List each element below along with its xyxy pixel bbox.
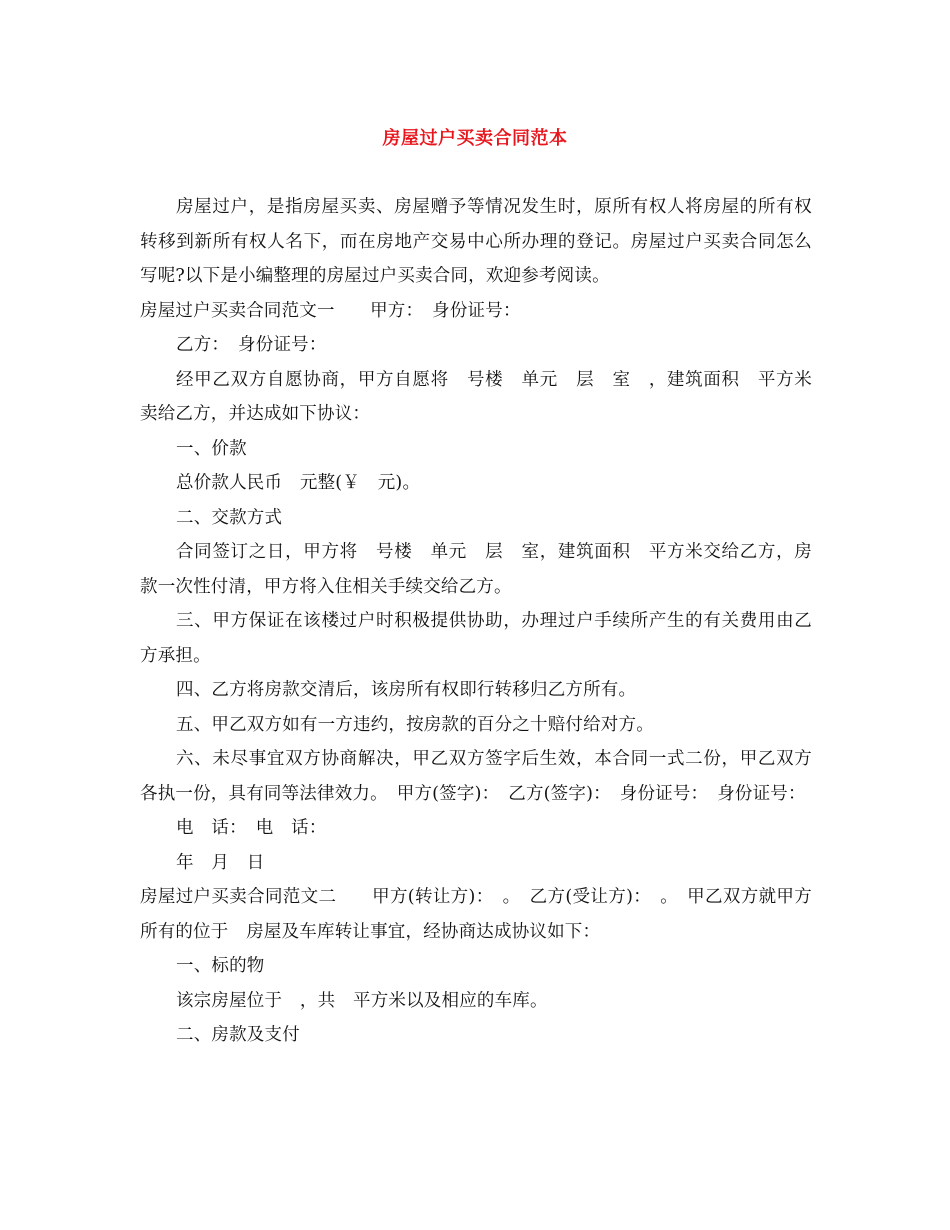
sample-one-heading: 房屋过户买卖合同范文一 甲方： 身份证号： <box>140 300 521 321</box>
clause-four: 四、乙方将房款交清后，该房所有权即行转移归乙方所有。 <box>176 680 637 700</box>
agreement-paragraph: 经甲乙双方自愿协商，甲方自愿将 号楼 单元 层 室 ，建筑面积 平方米卖给乙方，并达成如下协议： <box>140 369 812 424</box>
payment-paragraph: 合同签订之日，甲方将 号楼 单元 层 室，建筑面积 平方米交给乙方，房款一次性付清，甲方将入住相关手续交给乙方。 <box>140 542 812 597</box>
section-payment-two-heading: 二、房款及支付 <box>176 1025 300 1045</box>
intro-paragraph: 房屋过户，是指房屋买卖、房屋赠予等情况发生时，原所有权人将房屋的所有权转移到新所有权人名下，而在房地产交易中心所办理的登记。房屋过户买卖合同怎么写呢?以下是小编整理的房屋过户买卖合同，欢迎参考阅读。 <box>140 197 812 286</box>
subject-paragraph: 该宗房屋位于 ，共 平方米以及相应的车库。 <box>176 990 548 1011</box>
clause-three: 三、甲方保证在该楼过户时积极提供协助，办理过户手续所产生的有关费用由乙方承担。 <box>140 611 812 666</box>
clause-five: 五、甲乙双方如有一方违约，按房款的百分之十赔付给对方。 <box>176 714 654 735</box>
total-price-line: 总价款人民币 元整(￥ 元)。 <box>176 473 421 493</box>
document-body <box>140 190 812 1053</box>
section-payment-heading: 二、交款方式 <box>176 507 283 528</box>
phone-line: 电 话： 电 话： <box>176 818 327 838</box>
section-price-heading: 一、价款 <box>176 438 247 459</box>
date-line: 年 月 日 <box>176 852 265 873</box>
section-subject-heading: 一、标的物 <box>176 956 265 976</box>
clause-six: 六、未尽事宜双方协商解决，甲乙双方签字后生效，本合同一式二份，甲乙双方各执一份，具有同等法律效力。 甲方(签字)： 乙方(签字)： 身份证号： 身份证号： <box>140 749 812 804</box>
document-title: 房屋过户买卖合同范本 <box>382 128 568 149</box>
sample-two-heading: 房屋过户买卖合同范文二 甲方(转让方)： 。 乙方(受让方)： 。 甲乙双方就甲方所有的位于 房屋及车库转让事宜，经协商达成协议如下： <box>140 887 812 942</box>
party-b-line: 乙方： 身份证号： <box>176 335 327 355</box>
